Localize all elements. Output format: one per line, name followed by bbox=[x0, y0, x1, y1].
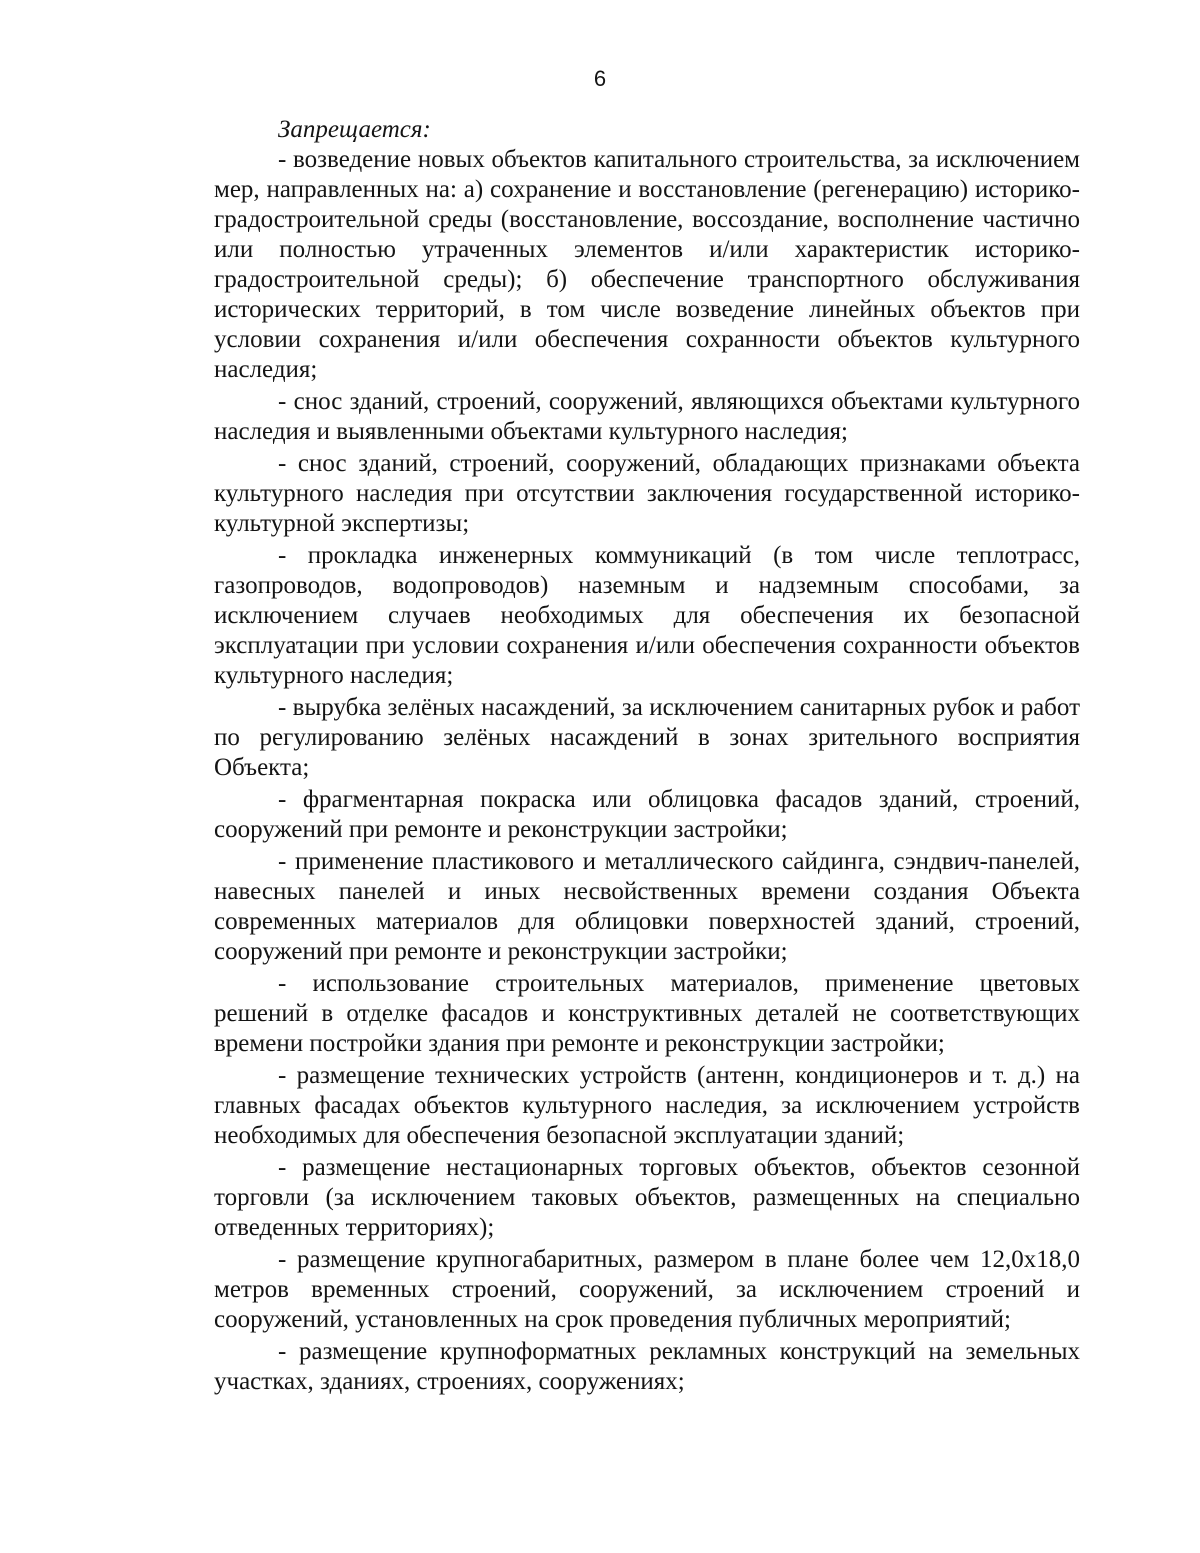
prohibition-item-2: - снос зданий, строений, сооружений, являющихся объектами культурного наследия и выявленными объектами культурного наследия; bbox=[214, 388, 1080, 445]
prohibition-item-12: - размещение крупноформатных рекламных конструкций на земельных участках, зданиях, строениях, сооружениях; bbox=[214, 1338, 1080, 1395]
prohibition-item-10: - размещение нестационарных торговых объектов, объектов сезонной торговли (за исключением таковых объектов, размещенных на специально отведенных территориях); bbox=[214, 1154, 1080, 1241]
prohibition-item-1: - возведение новых объектов капитального строительства, за исключением мер, направленных на: а) сохранение и восстановление (регенерацию) историко-градостроительной среды (восстановление, воссоздание, восполнение частично или полностью утраченных элементов и/или характеристик историко-градостроительной среды); б) обеспечение транспортного обслуживания исторических территорий, в том числе возведение линейных объектов при условии сохранения и/или обеспечения сохранности объектов культурного наследия; bbox=[214, 146, 1080, 383]
prohibition-item-7: - применение пластикового и металлического сайдинга, сэндвич-панелей, навесных панелей и иных несвойственных времени создания Объекта современных материалов для облицовки поверхностей зданий, строений, сооружений при ремонте и реконструкции застройки; bbox=[214, 848, 1080, 965]
document-body bbox=[214, 115, 1080, 1397]
prohibition-item-9: - размещение технических устройств (антенн, кондиционеров и т. д.) на главных фасадах объектов культурного наследия, за исключением устройств необходимых для обеспечения безопасной эксплуатации зданий; bbox=[214, 1062, 1080, 1149]
prohibited-heading: Запрещается: bbox=[278, 116, 431, 143]
prohibition-item-11: - размещение крупногабаритных, размером в плане более чем 12,0x18,0 метров временных строений, сооружений, за исключением строений и сооружений, установленных на срок проведения публичных мероприятий; bbox=[214, 1246, 1080, 1333]
prohibition-item-4: - прокладка инженерных коммуникаций (в том числе теплотрасс, газопроводов, водопроводов) наземным и надземным способами, за исключением случаев необходимых для обеспечения их безопасной эксплуатации при условии сохранения и/или обеспечения сохранности объектов культурного наследия; bbox=[214, 542, 1080, 689]
prohibition-item-8: - использование строительных материалов, применение цветовых решений в отделке фасадов и конструктивных деталей не соответствующих времени постройки здания при ремонте и реконструкции застройки; bbox=[214, 970, 1080, 1057]
prohibition-item-3: - снос зданий, строений, сооружений, обладающих признаками объекта культурного наследия при отсутствии заключения государственной историко-культурной экспертизы; bbox=[214, 450, 1080, 537]
page-number: 6 bbox=[593, 66, 607, 91]
prohibition-item-6: - фрагментарная покраска или облицовка фасадов зданий, строений, сооружений при ремонте и реконструкции застройки; bbox=[214, 786, 1080, 843]
prohibition-item-5: - вырубка зелёных насаждений, за исключением санитарных рубок и работ по регулированию зелёных насаждений в зонах зрительного восприятия Объекта; bbox=[214, 694, 1080, 781]
